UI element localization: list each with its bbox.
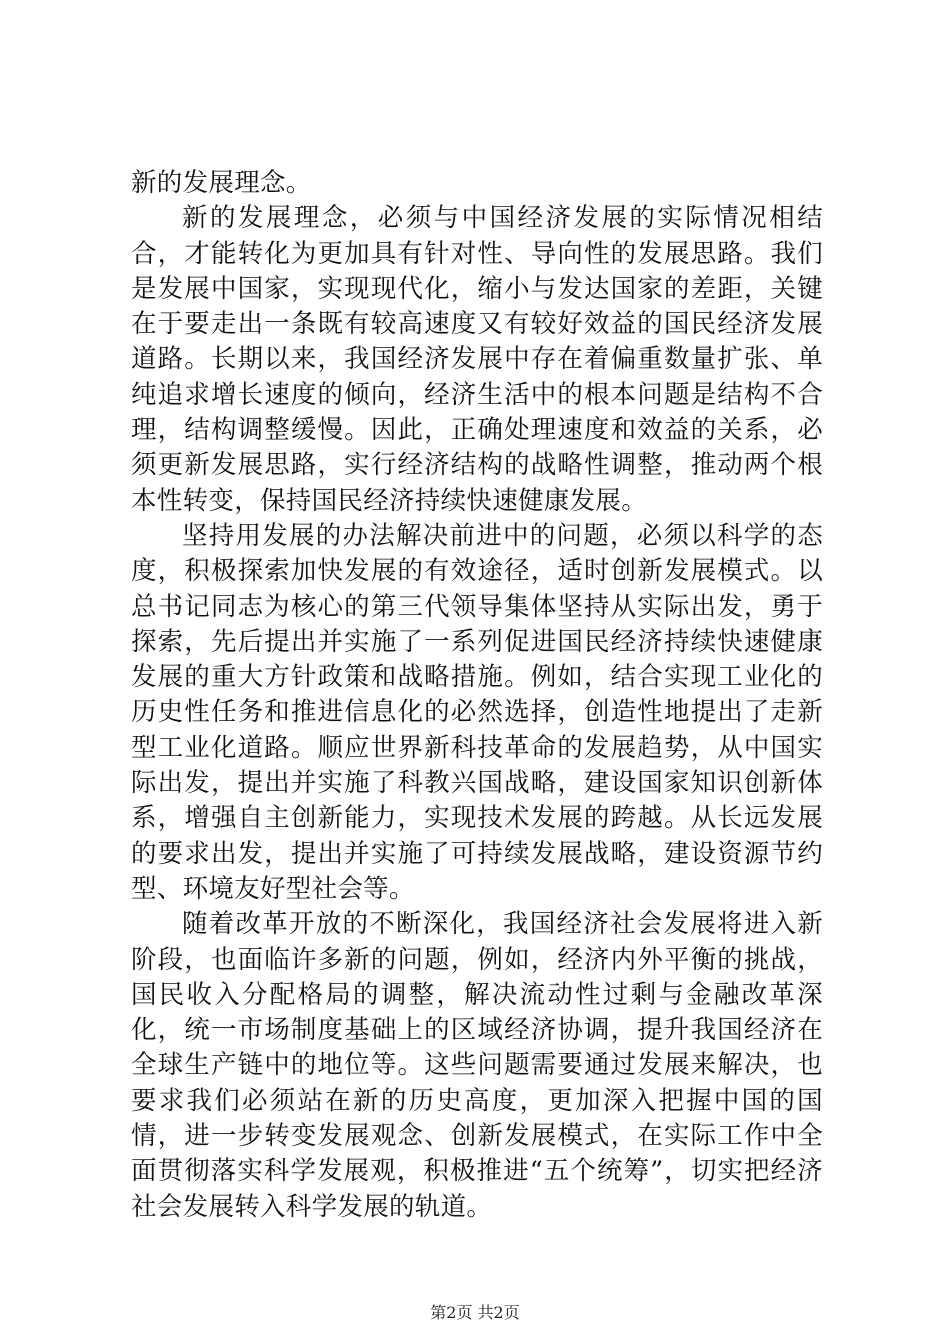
document-body <box>131 166 823 1225</box>
paragraph-new-stage: 随着改革开放的不断深化，我国经济社会发展将进入新阶段，也面临许多新的问题，例如，经济内外平衡的挑战，国民收入分配格局的调整，解决流动性过剩与金融改革深化，统一市场制度基础上的区域经济协调，提升我国经济在全球生产链中的地位等。这些问题需要通过发展来解决，也要求我们必须站在新的历史高度，更加深入把握中国的国情，进一步转变发展观念、创新发展模式，在实际工作中全面贯彻落实科学发展观，积极推进“五个统筹”，切实把经济社会发展转入科学发展的轨道。 <box>131 909 823 1222</box>
paragraph-development-concept: 新的发展理念，必须与中国经济发展的实际情况相结合，才能转化为更加具有针对性、导向性的发展思路。我们是发展中国家，实现现代化，缩小与发达国家的差距，关键在于要走出一条既有较高速度又有较好效益的国民经济发展道路。长期以来，我国经济发展中存在着偏重数量扩张、单纯追求增长速度的倾向，经济生活中的根本问题是结构不合理，结构调整缓慢。因此，正确处理速度和效益的关系，必须更新发展思路，实行经济结构的战略性调整，推动两个根本性转变，保持国民经济持续快速健康发展。 <box>131 203 823 516</box>
paragraph-development-approach: 坚持用发展的办法解决前进中的问题，必须以科学的态度，积极探索加快发展的有效途径，适时创新发展模式。以总书记同志为核心的第三代领导集体坚持从实际出发，勇于探索，先后提出并实施了一系列促进国民经济持续快速健康发展的重大方针政策和战略措施。例如，结合实现工业化的历史性任务和推进信息化的必然选择，创造性地提出了走新型工业化道路。顺应世界新科技革命的发展趋势，从中国实际出发，提出并实施了科教兴国战略，建设国家知识创新体系，增强自主创新能力，实现技术发展的跨越。从长远发展的要求出发，提出并实施了可持续发展战略，建设资源节约型、环境友好型社会等。 <box>131 520 823 904</box>
paragraph-continuation: 新的发展理念。 <box>131 168 312 198</box>
page-number-footer: 第2页 共2页 <box>430 1303 520 1322</box>
